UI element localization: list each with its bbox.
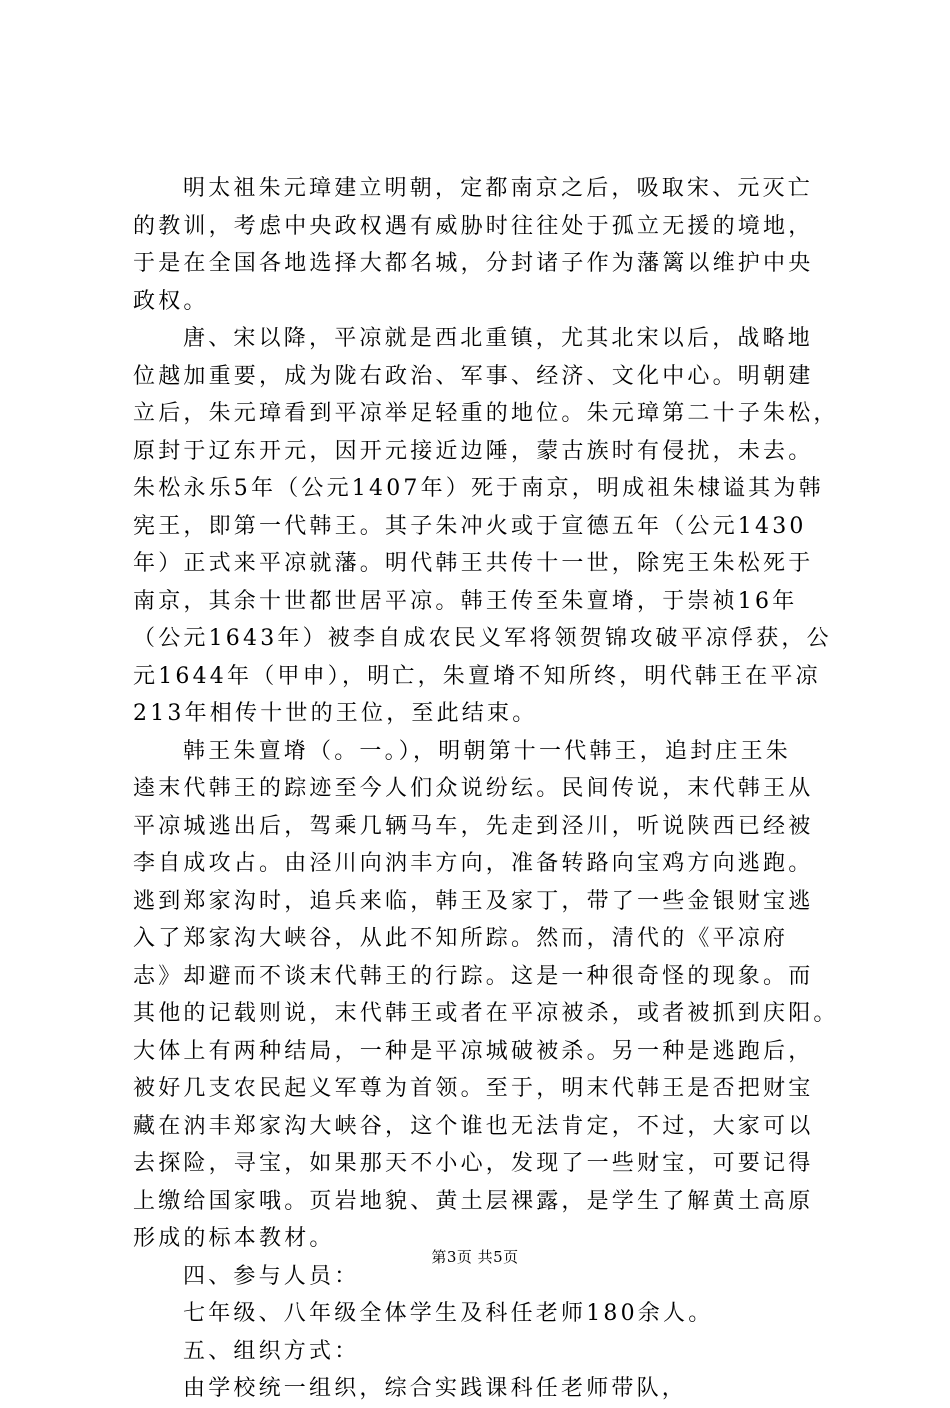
text-line: 政权。 (133, 288, 209, 314)
text-line: 原封于辽东开元，因开元接近边陲，蒙古族时有侵扰，未去。 (133, 438, 814, 464)
text-line: 志》却避而不谈末代韩王的行踪。这是一种很奇怪的现象。而 (133, 963, 814, 989)
text-line: 韩王朱亶塉（。一。），明朝第十一代韩王，追封庄王朱 (183, 738, 792, 764)
text-line: 李自成攻占。由泾川向汭丰方向，准备转路向宝鸡方向逃跑。 (133, 851, 814, 876)
text-line: 南京，其余十世都世居平凉。韩王传至朱亶塉，于崇祯16年 (133, 588, 798, 614)
text-line: 大体上有两种结局，一种是平凉城破被杀。另一种是逃跑后， (133, 1038, 814, 1064)
text-line: 逃到郑家沟时，追兵来临，韩王及家丁，带了一些金银财宝逃 (133, 888, 814, 914)
text-line: 朱松永乐5年（公元1407年）死于南京，明成祖朱棣谥其为韩 (133, 476, 824, 501)
text-line: 被好几支农民起义军尊为首领。至于，明末代韩王是否把财宝 (133, 1076, 814, 1101)
text-line: 入了郑家沟大峡谷，从此不知所踪。然而，清代的《平凉府 (133, 926, 789, 951)
text-line: 藏在汭丰郑家沟大峡谷，这个谁也无法肯定，不过，大家可以 (133, 1113, 814, 1139)
text-line: 于是在全国各地选择大都名城，分封诸子作为藩篱以维护中央 (133, 251, 814, 276)
section-heading: 四、参与人员： (183, 1263, 360, 1289)
text-line: 元1644年（甲申），明亡，朱亶塉不知所终，明代韩王在平凉 (133, 663, 821, 689)
section-heading: 五、组织方式： (183, 1338, 360, 1364)
text-line: 形成的标本教材。 (133, 1226, 335, 1251)
text-line: 唐、宋以降，平凉就是西北重镇，尤其北宋以后，战略地 (183, 326, 814, 351)
text-line: 平凉城逃出后，驾乘几辆马车，先走到泾川，听说陕西已经被 (133, 813, 814, 839)
document-body (133, 170, 839, 1408)
page-number-footer: 第3页 共5页 (431, 1248, 519, 1266)
text-line: 逵末代韩王的踪迹至今人们众说纷纭。民间传说，末代韩王从 (133, 776, 814, 801)
text-line: 七年级、八年级全体学生及科任老师180余人。 (183, 1301, 714, 1326)
text-line: 的教训，考虑中央政权遇有威胁时往往处于孤立无援的境地， (133, 213, 814, 239)
text-line: 位越加重要，成为陇右政治、军事、经济、文化中心。明朝建 (133, 363, 814, 389)
text-line: 去探险，寻宝，如果那天不小心，发现了一些财宝，可要记得 (133, 1151, 814, 1176)
text-line: 213年相传十世的王位，至此结束。 (133, 701, 538, 726)
text-line: 由学校统一组织，综合实践课科任老师带队， (183, 1376, 688, 1401)
text-line: 立后，朱元璋看到平凉举足轻重的地位。朱元璋第二十子朱松， (133, 401, 839, 426)
text-line: 明太祖朱元璋建立明朝，定都南京之后，吸取宋、元灭亡 (183, 176, 814, 201)
text-line: 其他的记载则说，末代韩王或者在平凉被杀，或者被抓到庆阳。 (133, 1001, 839, 1026)
text-line: 年）正式来平凉就藩。明代韩王共传十一世，除宪王朱松死于 (133, 551, 814, 576)
text-line: 上缴给国家哦。页岩地貌、黄土层裸露，是学生了解黄土高原 (133, 1188, 814, 1214)
text-line: （公元1643年）被李自成农民义军将领贺锦攻破平凉俘获，公 (133, 626, 832, 651)
text-line: 宪王，即第一代韩王。其子朱冲火或于宣德五年（公元1430 (133, 513, 807, 539)
